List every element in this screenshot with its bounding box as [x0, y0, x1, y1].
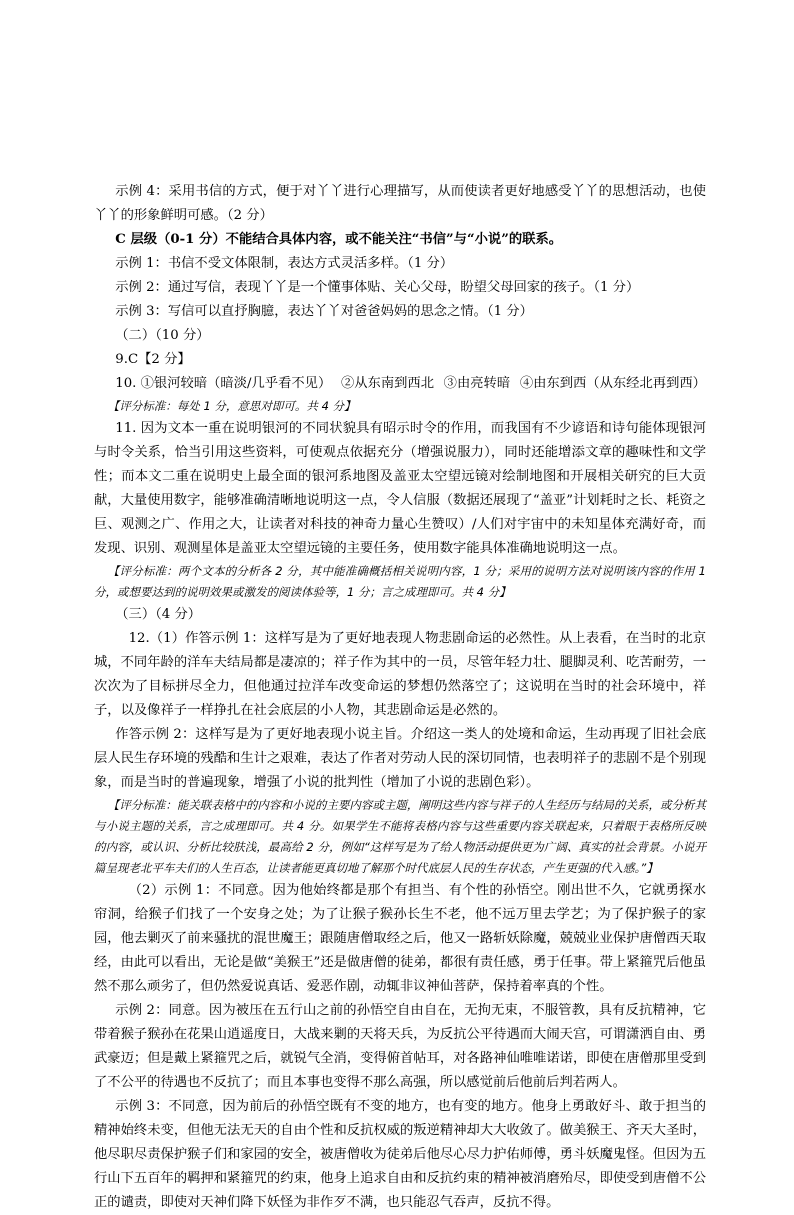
- q10-part-4: ④由东到西（从东经北再到西）: [519, 376, 706, 391]
- level-c-example-1: 示例 1：书信不受文体限制，表达方式灵活多样。（1 分）: [115, 256, 454, 271]
- section-2-heading: （二）（10 分）: [115, 328, 210, 343]
- question-12-1-example-2: 作答示例 2：这样写是为了更好地表现小说主旨。介绍这一类人的处境和命运，生动再现了旧社会底层人民生存环境的残酷和生计之艰难，表达了作者对劳动人民的深切同情，也表明祥子的悲剧不是个别现象，而是当时的普遍现象，增强了小说的批判性（增加了小说的悲剧色彩）。: [94, 727, 706, 790]
- question-12-2-example-3: 示例 3：不同意，因为前后的孙悟空既有不变的地方，也有变的地方。他身上勇敢好斗、敢于担当的精神始终未变，但他无法无天的自由个性和反抗权威的叛逆精神却大大收敛了。做美猴王、齐天大圣时，他尽职尽责保护猴子们和家园的安全，被唐僧收为徒弟后他尽心尽力护佑师傅，勇斗妖魔鬼怪。但因为五行山下五百年的羁押和紧箍咒的约束，他身上追求自由和反抗约束的精神被消磨殆尽，即使受到唐僧不公正的谴责，即使对天神们降下妖怪为非作歹不满，也只能忍气吞声，反抗不得。: [94, 1099, 706, 1210]
- q10-scoring: 【评分标准：每处 1 分，意思对即可。共 4 分】: [107, 399, 356, 413]
- q12-scoring: 【评分标准：能关联表格中的内容和小说的主要内容或主题，阐明这些内容与祥子的人生经历与结局的关系，或分析其与小说主题的关系，言之成理即可。共 4 分。如果学生不能将表格内容与这些重要内容关联起来，只着眼于表格所反映的内容，或认识、分析比较肤浅，最高给 2 分，例如“这样写是为了给人物活动提供更为广阔、真实的社会背景。小说开篇呈现老北平车夫们的人生百态，让读者能更真切地了解那个时代底层人民的生存状态，产生更强的代入感。”】: [94, 798, 706, 875]
- question-10-answer: [94, 372, 706, 396]
- q10-part-2: ②从东南到西北: [340, 376, 435, 391]
- level-c-example-2: 示例 2：通过写信，表现丫丫是一个懂事体贴、关心父母，盼望父母回家的孩子。（1 分）: [115, 280, 640, 295]
- example-4: 示例 4：采用书信的方式，便于对丫丫进行心理描写，从而使读者更好地感受丫丫的思想活动，也使丫丫的形象鲜明可感。（2 分）: [94, 184, 706, 223]
- q10-part-1: 10. ①银河较暗（暗淡/几乎看不见）: [115, 376, 332, 391]
- section-3-heading: （三）（4 分）: [115, 607, 202, 622]
- question-12-2-example-1: （2）示例 1：不同意。因为他始终都是那个有担当、有个性的孙悟空。刚出世不久，它就勇探水帘洞，给猴子们找了一个安身之处；为了让猴子猴孙长生不老，他不远万里去学艺；为了保护猴子的家园，他去剿灭了前来骚扰的混世魔王；跟随唐僧取经之后，他又一路斩妖除魔，兢兢业业保护唐僧西天取经，由此可以看出，无论是做“美猴王”还是做唐僧的徒弟，都很有责任感，勇于任事。带上紧箍咒后他虽然不那么顽劣了，但仍然爱说真话、爱恶作剧，动辄非议神仙菩萨，保持着率真的个性。: [94, 883, 706, 994]
- question-12-2-example-2: 示例 2：同意。因为被压在五行山之前的孙悟空自由自在，无拘无束，不服管教，具有反抗精神，它带着猴子猴孙在花果山逍遥度日，大战来剿的天将天兵，为反抗公平待遇而大闹天宫，可谓潇洒自由、勇武豪迈；但是戴上紧箍咒之后，就锐气全消，变得俯首帖耳，对各路神仙唯唯诺诺，即使在唐僧那里受到了不公平的待遇也不反抗了；而且本事也变得不那么高强，所以感觉前后他前后判若两人。: [94, 1003, 706, 1090]
- q10-part-3: ③由亮转暗: [443, 376, 511, 391]
- answer-key-page: [94, 180, 706, 1215]
- question-11-answer: 11. 因为文本一重在说明银河的不同状貌具有昭示时令的作用，而我国有不少谚语和诗句能体现银河与时令关系，恰当引用这些资料，可使观点依据充分（增强说服力），同时还能增添文章的趣味性和文学性；而本文二重在说明史上最全面的银河系地图及盖亚太空望远镜对绘制地图和开展相关研究的巨大贡献，大量使用数字，能够准确清晰地说明这一点，令人信服（数据还展现了“盖亚”计划耗时之长、耗资之巨、观测之广、作用之大，让读者对科技的神奇力量心生赞叹）/人们对宇宙中的未知星体充满好奇，而发现、识别、观测星体是盖亚太空望远镜的主要任务，使用数字能具体准确地说明这一点。: [94, 421, 706, 556]
- q11-scoring: 【评分标准：两个文本的分析各 2 分，其中能准确概括相关说明内容，1 分；采用的说明方法对说明该内容的作用 1 分，或想要达到的说明效果或激发的阅读体验等，1 分；言之成理即可。共 4 分】: [94, 564, 706, 599]
- question-12-1-example-1: 12.（1）作答示例 1：这样写是为了更好地表现人物悲剧命运的必然性。从上表看，在当时的北京城，不同年龄的洋车夫结局都是凄凉的；祥子作为其中的一员，尽管年轻力壮、腿脚灵利、吃苦耐劳，一次次为了目标拼尽全力，但他通过拉洋车改变命运的梦想仍然落空了；这说明在当时的社会环境中，祥子，以及像祥子一样挣扎在社会底层的小人物，其悲剧命运是必然的。: [94, 631, 706, 718]
- question-9-answer: 9.C【2 分】: [115, 352, 191, 367]
- level-c-heading: C 层级（0-1 分）不能结合具体内容，或不能关注“书信”与“小说”的联系。: [115, 232, 563, 247]
- level-c-example-3: 示例 3：写信可以直抒胸臆，表达丫丫对爸爸妈妈的思念之情。（1 分）: [115, 304, 533, 319]
